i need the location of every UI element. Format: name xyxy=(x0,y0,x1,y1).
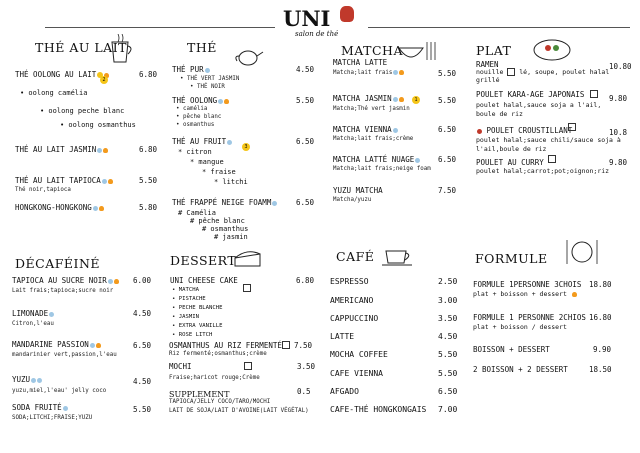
cafe-item-price: 6.50 xyxy=(438,387,458,396)
price-poulet-croustillant: 10.8 xyxy=(609,128,628,137)
cafe-item-price: 3.00 xyxy=(438,296,458,305)
option-oolong-osmanthus: • oolong osmanthus xyxy=(60,121,136,129)
option-rose-litch: • ROSE LITCH xyxy=(172,332,213,338)
item-limonade: LIMONADE xyxy=(12,309,54,318)
price-mandarine-passion: 6.50 xyxy=(133,341,152,350)
item-matcha-jasmin: MATCHA JASMIN xyxy=(333,94,404,103)
item-formule-1p-3choix: FORMULE 1PERSONNE 3CHOIS xyxy=(473,280,582,289)
option-the-noir: • THÉ NOIR xyxy=(190,84,225,90)
price-the-oolong: 5.50 xyxy=(296,96,315,105)
item-yuzu-matcha: YUZU MATCHA xyxy=(333,186,383,195)
price-the-oolong-au-lait: 6.80 xyxy=(139,70,158,79)
item-poulet-au-curry: POULET AU CURRY xyxy=(476,158,544,167)
cold-icon xyxy=(218,99,223,104)
desc-limonade: Citron,l'eau xyxy=(12,321,54,327)
qr-code-icon xyxy=(568,123,576,131)
desc-osmanthus-riz-fermente: Riz fermenté;osmanthus;crème xyxy=(169,351,267,357)
cafe-item-price: 3.50 xyxy=(438,314,458,323)
item-supplement: SUPPLEMENT xyxy=(169,390,230,399)
item-mochi: MOCHI xyxy=(169,362,192,371)
desc-poulet-croustillant-2: l'ail,boule de riz xyxy=(476,145,547,153)
hot-icon xyxy=(108,179,113,184)
desc-the-au-lait-tapioca: Thé noir,tapioca xyxy=(15,187,71,193)
option-frappe-camelia: # Camélia xyxy=(178,209,216,217)
option-oolong-peche: • oolong peche blanc xyxy=(40,107,125,115)
item-the-oolong: THÉ OOLONG xyxy=(172,96,229,105)
item-poulet-croustillant: POULET CROUSTILLANT xyxy=(476,126,572,135)
header-rule-right xyxy=(368,27,630,28)
item-the-pur: THÉ PUR xyxy=(172,65,210,74)
logo-cake-icon xyxy=(340,6,354,22)
item-the-au-lait-jasmin: THÉ AU LAIT JASMIN xyxy=(15,145,108,154)
coffee-cup-icon xyxy=(380,243,418,267)
item-ramen: RAMEN xyxy=(476,60,499,69)
price-yuzu: 4.50 xyxy=(133,377,152,386)
brand-logo: UNI xyxy=(283,6,331,31)
cafe-item: MOCHA COFFEE xyxy=(330,350,388,359)
cafe-item-price: 4.50 xyxy=(438,332,458,341)
rank-badge: 1 xyxy=(412,96,420,104)
section-title-decafeine: DÉCAFÉINÉ xyxy=(15,256,101,271)
item-poulet-karaage: POULET KARA-AGE JAPONAIS xyxy=(476,90,585,99)
qr-code-icon xyxy=(244,362,252,370)
option-camelia: • camélia xyxy=(176,106,208,112)
rank-badge: 3 xyxy=(242,143,250,151)
option-pistache: • PISTACHE xyxy=(172,296,206,302)
section-title-matcha: MATCHA xyxy=(341,43,403,58)
price-osmanthus-riz-fermente: 7.50 xyxy=(294,341,313,350)
qr-code-icon xyxy=(243,284,251,292)
desc-matcha-jasmin: Matcha;Thé vert jasmin xyxy=(333,106,410,112)
price-mochi: 3.50 xyxy=(297,362,316,371)
price-the-au-fruit: 6.50 xyxy=(296,137,315,146)
option-frappe-jasmin: # jasmin xyxy=(214,233,248,241)
qr-code-icon xyxy=(548,155,556,163)
cafe-item: AFGADO xyxy=(330,387,359,396)
price-the-pur: 4.50 xyxy=(296,65,315,74)
price-the-au-lait-jasmin: 6.80 xyxy=(139,145,158,154)
hot-icon xyxy=(224,99,229,104)
item-uni-cheese-cake: UNI CHEESE CAKE xyxy=(170,276,238,285)
item-the-oolong-au-lait: THÉ OOLONG AU LAIT xyxy=(15,70,109,79)
milk-tea-cup-icon xyxy=(108,34,134,64)
option-frappe-osmanthus: # osmanthus xyxy=(202,225,249,233)
section-title-cafe: CAFÉ xyxy=(336,249,375,264)
option-peche-blanche: • PECHE BLANCHE xyxy=(172,305,223,311)
cold-icon xyxy=(227,140,232,145)
price-formule-1p-2choix: 16.80 xyxy=(589,313,612,322)
price-2boisson-2dessert: 18.50 xyxy=(589,365,612,374)
cold-icon xyxy=(393,128,398,133)
item-formule-1p-2choix: FORMULE 1 PERSONNE 2CHIOS xyxy=(473,313,586,322)
cold-icon xyxy=(393,70,398,75)
ramen-bowl-icon xyxy=(530,36,574,64)
cold-icon xyxy=(93,206,98,211)
desc-poulet-karaage: poulet halal,sauce soja a l'ail, xyxy=(476,101,602,109)
price-soda-fruite: 5.50 xyxy=(133,405,152,414)
price-poulet-au-curry: 9.80 xyxy=(609,158,628,167)
price-hongkong-hongkong: 5.80 xyxy=(139,203,158,212)
cold-icon xyxy=(102,179,107,184)
price-ramen: 10.80 xyxy=(609,62,632,71)
section-title-the-au-lait: THÉ AU LAIT xyxy=(35,40,127,55)
cafe-item-price: 7.00 xyxy=(438,405,458,414)
option-litchi: * litchi xyxy=(214,178,248,186)
item-2boisson-2dessert: 2 BOISSON + 2 DESSERT xyxy=(473,365,568,374)
cold-icon xyxy=(37,378,42,383)
desc-poulet-au-curry: poulet halal;carrot;pot;oignon;riz xyxy=(476,167,610,175)
desc-mandarine-passion: mandarinier vert,passion,l'eau xyxy=(12,352,117,358)
item-hongkong-hongkong: HONGKONG-HONGKONG xyxy=(15,203,104,212)
hot-icon xyxy=(572,292,577,297)
brand-tagline: salon de thé xyxy=(295,30,339,38)
qr-code-icon xyxy=(507,68,515,76)
desc-ramen-2: grillé xyxy=(476,76,500,84)
cold-icon xyxy=(415,158,420,163)
item-mandarine-passion: MANDARINE PASSION xyxy=(12,340,101,349)
qr-code-icon xyxy=(590,90,598,98)
matcha-bowl-icon xyxy=(397,38,443,64)
header-rule-left xyxy=(45,27,275,28)
cafe-item: LATTE xyxy=(330,332,355,341)
item-matcha-vienna: MATCHA VIENNA xyxy=(333,125,398,134)
hot-icon xyxy=(99,206,104,211)
rank-badge: 2 xyxy=(100,76,108,84)
hot-icon xyxy=(399,97,404,102)
desc-mochi: Fraise;haricot rouge;Crème xyxy=(169,375,260,381)
desc-soda-fruite: SODA;LITCHI;FRAISE;YUZU xyxy=(12,415,93,421)
price-matcha-latte: 5.50 xyxy=(438,69,457,78)
price-limonade: 4.50 xyxy=(133,309,152,318)
hot-icon xyxy=(114,279,119,284)
cafe-item: CAFE-THÉ HONGKONGAIS xyxy=(330,405,427,414)
desc-matcha-latte-nuage: Matcha;lait frais;neige foam xyxy=(333,166,431,172)
price-supplement: 0.5 xyxy=(297,387,311,396)
desc-formule-1p-3choix: plat + boisson + dessert xyxy=(473,290,577,298)
section-title-dessert: DESSERT xyxy=(170,253,237,268)
cafe-item: CAPPUCCINO xyxy=(330,314,379,323)
price-formule-1p-3choix: 18.80 xyxy=(589,280,612,289)
item-tapioca-sucre-noir: TAPIOCA AU SUCRE NOIR xyxy=(12,276,119,285)
cold-icon xyxy=(49,312,54,317)
desc-formule-1p-2choix: plat + boisson / dessert xyxy=(473,323,567,331)
desc-tapioca-sucre-noir: Lait frais;tapioca;sucre noir xyxy=(12,288,114,294)
option-oolong-camelia: • oolong camélia xyxy=(20,89,88,97)
cold-icon xyxy=(393,97,398,102)
item-yuzu: YUZU xyxy=(12,375,42,384)
cake-icon xyxy=(232,244,264,270)
cafe-item-price: 5.50 xyxy=(438,350,458,359)
desc-supplement-2: LAIT DE SOJA/LAIT D'AVOINE(LAIT VÉGÉTAL) xyxy=(169,408,309,414)
cafe-item-price: 5.50 xyxy=(438,369,458,378)
teapot-icon xyxy=(234,44,264,66)
price-uni-cheese-cake: 6.80 xyxy=(296,276,315,285)
cold-icon xyxy=(97,148,102,153)
price-boisson-dessert: 9.90 xyxy=(593,345,612,354)
price-tapioca-sucre-noir: 6.00 xyxy=(133,276,152,285)
cold-icon xyxy=(90,343,95,348)
qr-code-icon xyxy=(282,341,290,349)
hot-icon xyxy=(399,70,404,75)
option-fraise: * fraise xyxy=(202,168,236,176)
price-the-au-lait-tapioca: 5.50 xyxy=(139,176,158,185)
hot-icon xyxy=(103,148,108,153)
item-matcha-latte: MATCHA LATTE xyxy=(333,58,388,67)
cold-icon xyxy=(108,279,113,284)
spicy-icon xyxy=(477,129,482,134)
desc-matcha-vienna: Matcha;lait frais;crème xyxy=(333,136,414,142)
desc-poulet-karaage-2: boule de riz xyxy=(476,110,523,118)
desc-yuzu: yuzu,miel,l'eau' jelly coco xyxy=(12,388,107,394)
price-yuzu-matcha: 7.50 xyxy=(438,186,457,195)
cold-icon xyxy=(31,378,36,383)
option-the-vert-jasmin: • THÉ VERT JASMIN xyxy=(180,76,240,82)
desc-supplement-1: TAPIOCA/JELLY COCO/TARO/MOCHI xyxy=(169,399,271,405)
section-title-the: THÉ xyxy=(187,40,217,55)
hot-icon xyxy=(96,343,101,348)
option-citron: * citron xyxy=(178,148,212,156)
section-title-plat: PLAT xyxy=(476,43,512,58)
item-soda-fruite: SODA FRUITÉ xyxy=(12,403,68,412)
option-frappe-peche: # pêche blanc xyxy=(190,217,245,225)
option-extra-vanille: • EXTRA VANILLE xyxy=(172,323,223,329)
price-matcha-vienna: 6.50 xyxy=(438,125,457,134)
option-mangue: * mangue xyxy=(190,158,224,166)
item-the-frappe-neige: THÉ FRAPPÉ NEIGE FOAMM xyxy=(172,198,277,207)
cold-icon xyxy=(272,201,277,206)
price-poulet-karaage: 9.80 xyxy=(609,94,628,103)
price-matcha-jasmin: 5.50 xyxy=(438,96,457,105)
option-osmanthus: • osmanthus xyxy=(176,122,215,128)
cafe-item: AMERICANO xyxy=(330,296,374,305)
cold-icon xyxy=(63,406,68,411)
option-jasmin: • JASMIN xyxy=(172,314,199,320)
item-matcha-latte-nuage: MATCHA LATTÉ NUAGE xyxy=(333,155,420,164)
cold-icon xyxy=(205,68,210,73)
desc-ramen: nouille lé, soupe, poulet halal xyxy=(476,68,610,76)
item-the-au-lait-tapioca: THÉ AU LAIT TAPIOCA xyxy=(15,176,113,185)
option-matcha: • MATCHA xyxy=(172,287,199,293)
price-the-frappe-neige: 6.50 xyxy=(296,198,315,207)
option-peche-blanc: • pêche blanc xyxy=(176,114,222,120)
desc-poulet-croustillant: poulet halal;sauce chili/sauce soja à xyxy=(476,136,621,144)
price-matcha-latte-nuage: 6.50 xyxy=(438,155,457,164)
item-boisson-dessert: BOISSON + DESSERT xyxy=(473,345,550,354)
desc-matcha-latte: Matcha;lait frais xyxy=(333,70,404,76)
table-setting-icon xyxy=(562,236,602,268)
desc-yuzu-matcha: Matcha/yuzu xyxy=(333,197,372,203)
section-title-formule: FORMULE xyxy=(475,251,548,266)
item-the-au-fruit: THÉ AU FRUIT xyxy=(172,137,232,146)
item-osmanthus-riz-fermente: OSMANTHUS AU RIZ FERMENTÉ xyxy=(169,341,282,350)
cafe-item: ESPRESSO xyxy=(330,277,369,286)
cafe-item: CAFE VIENNA xyxy=(330,369,383,378)
cafe-item-price: 2.50 xyxy=(438,277,458,286)
